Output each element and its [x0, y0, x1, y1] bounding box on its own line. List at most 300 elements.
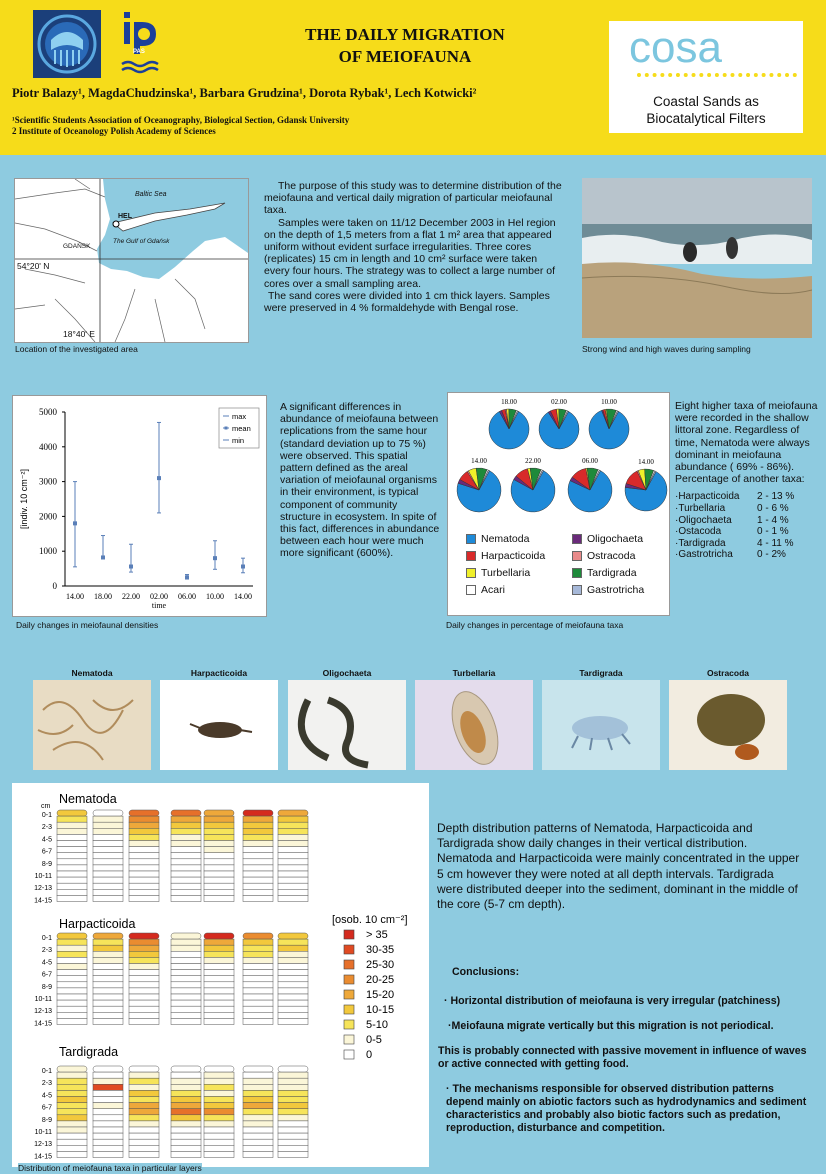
- core-layer: [93, 982, 123, 988]
- pie-legend-swatch: [466, 585, 476, 595]
- taxa-name: ·Ostacoda: [675, 526, 722, 538]
- depth-legend-swatch: [344, 960, 354, 969]
- core-layer: [243, 889, 273, 895]
- core-column: [204, 1066, 234, 1158]
- core-layer: [243, 1072, 273, 1078]
- core-layer: [204, 847, 234, 853]
- core-layer: [129, 883, 159, 889]
- cosa-subtitle-line-2: Biocatalytical Filters: [646, 111, 766, 126]
- core-layer: [93, 1078, 123, 1084]
- layer-label: 14-15: [34, 897, 52, 905]
- core-layer: [129, 1012, 159, 1018]
- specimen-photo-turbellaria: [415, 680, 533, 770]
- core-layer: [243, 988, 273, 994]
- core-column: [57, 1066, 87, 1158]
- core-layer: [204, 1115, 234, 1121]
- core-layer: [129, 945, 159, 951]
- core-column: [243, 933, 273, 1025]
- pie-18.00: [489, 398, 529, 449]
- core-layer: [243, 1097, 273, 1103]
- conclusion-1: · Horizontal distribution of meiofauna is very irregular (patchiness): [444, 995, 781, 1007]
- core-layer: [129, 994, 159, 1000]
- core-layer: [93, 994, 123, 1000]
- conclusions-title: Conclusions:: [452, 966, 520, 978]
- core-layer: [243, 1000, 273, 1006]
- density-chart-panel: [12, 395, 267, 617]
- core-layer: [93, 964, 123, 970]
- specimen-photo-harpacticoida: [160, 680, 278, 770]
- core-layer: [204, 834, 234, 840]
- core-layer: [243, 964, 273, 970]
- core-column: [204, 933, 234, 1025]
- pie-02.00: [539, 398, 579, 449]
- core-layer: [278, 1000, 308, 1006]
- core-layer: [57, 1006, 87, 1012]
- depth-legend: [332, 914, 408, 1061]
- core-layer: [204, 1145, 234, 1151]
- core-layer: [57, 1121, 87, 1127]
- core-column: [243, 810, 273, 902]
- core-layer: [93, 841, 123, 847]
- affiliation-2: 2 Institute of Oceanology Polish Academy of Sciences: [12, 126, 216, 136]
- core-layer: [129, 1139, 159, 1145]
- core-layer: [171, 933, 201, 939]
- mean-marker: [73, 521, 77, 525]
- depth-group-title: Nematoda: [59, 792, 117, 806]
- core-layer: [57, 1084, 87, 1090]
- core-layer: [129, 1000, 159, 1006]
- pie-label: 18.00: [501, 398, 517, 406]
- core-layer: [204, 1072, 234, 1078]
- cosa-logo-word: cosa: [629, 23, 722, 72]
- layer-label: 10-11: [34, 1129, 52, 1136]
- core-layer: [278, 1084, 308, 1090]
- core-layer: [93, 816, 123, 822]
- core-layer: [57, 1151, 87, 1157]
- depth-legend-label: 15-20: [366, 989, 395, 1001]
- layer-label: 14-15: [34, 1020, 52, 1028]
- core-layer: [278, 847, 308, 853]
- core-layer: [171, 976, 201, 982]
- core-layer: [278, 1151, 308, 1157]
- pie-legend-item: [572, 567, 637, 579]
- core-layer: [278, 1012, 308, 1018]
- core-layer: [243, 1078, 273, 1084]
- taxa-range: 0 - 6 %: [757, 503, 789, 515]
- taxa-range: 2 - 13 %: [757, 491, 795, 503]
- core-layer: [243, 1012, 273, 1018]
- core-layer: [171, 1151, 201, 1157]
- core-layer: [57, 1066, 87, 1072]
- density-legend: [219, 408, 259, 448]
- core-layer: [129, 816, 159, 822]
- pie-legend-item: [466, 567, 530, 579]
- core-layer: [93, 988, 123, 994]
- core-layer: [278, 1109, 308, 1115]
- cosa-subtitle-line-1: Coastal Sands as: [653, 94, 759, 109]
- x-tick-label: 14.00: [66, 592, 84, 601]
- core-layer: [129, 1066, 159, 1072]
- core-layer: [171, 877, 201, 883]
- depth-caption: Distribution of meiofauna taxa in particular layers: [18, 1163, 202, 1173]
- core-layer: [171, 951, 201, 957]
- pie-legend-item: [466, 533, 529, 545]
- pie-charts: [448, 393, 669, 523]
- mean-marker: [241, 565, 245, 569]
- legend-label-max: max: [232, 412, 247, 421]
- pie-legend-swatch: [572, 534, 582, 544]
- core-layer: [171, 1012, 201, 1018]
- mean-marker: [185, 575, 189, 579]
- core-layer: [129, 933, 159, 939]
- core-layer: [129, 1109, 159, 1115]
- core-layer: [93, 951, 123, 957]
- core-layer: [93, 1018, 123, 1024]
- core-layer: [243, 1151, 273, 1157]
- core-layer: [171, 1066, 201, 1072]
- core-layer: [171, 1018, 201, 1024]
- core-layer: [93, 1139, 123, 1145]
- core-layer: [129, 970, 159, 976]
- core-layer: [278, 889, 308, 895]
- core-layer: [278, 939, 308, 945]
- pie-caption: Daily changes in percentage of meiofauna taxa: [446, 620, 624, 630]
- layer-label: 8-9: [41, 983, 52, 991]
- core-layer: [243, 810, 273, 816]
- core-layer: [243, 895, 273, 901]
- core-layer: [243, 1006, 273, 1012]
- core-column: [204, 810, 234, 902]
- x-axis-label: time: [151, 601, 167, 610]
- core-layer: [278, 1139, 308, 1145]
- pie-14.00: [625, 458, 667, 511]
- core-layer: [243, 822, 273, 828]
- core-layer: [204, 939, 234, 945]
- depth-group-title: Tardigrada: [59, 1045, 119, 1059]
- layer-label: 14-15: [34, 1153, 52, 1161]
- society-logo: [33, 10, 101, 78]
- taxa-text: [675, 400, 823, 561]
- depth-legend-label: 30-35: [366, 944, 395, 956]
- core-layer: [204, 1127, 234, 1133]
- core-layer: [278, 1078, 308, 1084]
- core-layer: [278, 810, 308, 816]
- taxa-row: [675, 538, 823, 550]
- core-layer: [278, 883, 308, 889]
- core-layer: [204, 841, 234, 847]
- core-layer: [171, 988, 201, 994]
- core-layer: [57, 1012, 87, 1018]
- core-layer: [129, 1072, 159, 1078]
- core-layer: [243, 1103, 273, 1109]
- core-layer: [278, 945, 308, 951]
- core-layer: [57, 1133, 87, 1139]
- longitude-label: 18°40' E: [63, 329, 95, 339]
- core-layer: [57, 877, 87, 883]
- core-layer: [57, 822, 87, 828]
- pie-legend-label: Oligochaeta: [587, 533, 644, 545]
- core-layer: [129, 976, 159, 982]
- depth-legend-swatch: [344, 990, 354, 999]
- core-layer: [204, 816, 234, 822]
- core-layer: [93, 883, 123, 889]
- core-layer: [278, 1145, 308, 1151]
- core-layer: [278, 816, 308, 822]
- core-layer: [204, 1121, 234, 1127]
- core-layer: [171, 847, 201, 853]
- mean-marker: [129, 565, 133, 569]
- density-chart: [13, 396, 266, 616]
- core-layer: [129, 877, 159, 883]
- core-layer: [93, 1006, 123, 1012]
- mean-marker: [157, 476, 161, 480]
- taxa-name: ·Gastrotricha: [675, 549, 733, 561]
- conclusion-2: ·Meiofauna migrate vertically but this migration is not periodical.: [448, 1020, 774, 1032]
- depth-legend-swatch: [344, 1020, 354, 1029]
- pie-label: 14.00: [638, 458, 654, 466]
- core-layer: [278, 841, 308, 847]
- core-layer: [278, 1127, 308, 1133]
- core-layer: [171, 994, 201, 1000]
- core-layer: [171, 865, 201, 871]
- core-layer: [57, 834, 87, 840]
- core-layer: [57, 964, 87, 970]
- core-layer: [171, 1006, 201, 1012]
- core-layer: [243, 970, 273, 976]
- core-layer: [93, 871, 123, 877]
- core-layer: [57, 970, 87, 976]
- gulf-label: The Gulf of Gdańsk: [113, 238, 170, 245]
- core-layer: [204, 1151, 234, 1157]
- pie-legend-item: [572, 584, 644, 596]
- core-layer: [171, 1103, 201, 1109]
- conclusion-3: This is probably connected with passive movement in influence of waves or active connected with getting food.: [438, 1045, 807, 1070]
- x-tick-label: 02.00: [150, 592, 168, 601]
- core-layer: [129, 957, 159, 963]
- specimen-photo-tardigrada: [542, 680, 660, 770]
- layer-label: 12-13: [34, 885, 52, 893]
- layer-label: 4-5: [41, 836, 52, 844]
- core-layer: [57, 1018, 87, 1024]
- core-layer: [243, 1139, 273, 1145]
- core-layer: [278, 871, 308, 877]
- core-layer: [278, 951, 308, 957]
- core-column: [171, 1066, 201, 1158]
- core-layer: [171, 945, 201, 951]
- core-layer: [243, 871, 273, 877]
- taxa-name: ·Harpacticoida: [675, 491, 740, 503]
- layer-label: 0-1: [41, 812, 52, 819]
- photo-caption: Strong wind and high waves during sampling: [582, 344, 751, 354]
- core-layer: [278, 1103, 308, 1109]
- x-tick-label: 14.00: [234, 592, 252, 601]
- specimen-photo-nematoda: [33, 680, 151, 770]
- depth-legend-swatch: [344, 945, 354, 954]
- pie-06.00: [568, 457, 612, 512]
- core-layer: [171, 859, 201, 865]
- pie-legend-item: [466, 584, 505, 596]
- core-layer: [204, 994, 234, 1000]
- depth-legend-swatch: [344, 930, 354, 939]
- core-layer: [243, 828, 273, 834]
- core-layer: [171, 1090, 201, 1096]
- taxa-range: 0 - 2%: [757, 549, 786, 561]
- core-layer: [243, 939, 273, 945]
- core-layer: [93, 1127, 123, 1133]
- taxa-range: 1 - 4 %: [757, 514, 789, 526]
- core-layer: [171, 1121, 201, 1127]
- depth-legend-label: 0-5: [366, 1034, 382, 1046]
- core-layer: [204, 1006, 234, 1012]
- core-layer: [171, 1084, 201, 1090]
- core-layer: [93, 1084, 123, 1090]
- core-layer: [171, 1000, 201, 1006]
- pie-legend-swatch: [466, 568, 476, 578]
- core-layer: [204, 982, 234, 988]
- core-layer: [129, 810, 159, 816]
- core-layer: [204, 1103, 234, 1109]
- core-layer: [204, 865, 234, 871]
- core-layer: [278, 877, 308, 883]
- poster-header: [0, 0, 826, 155]
- core-layer: [93, 933, 123, 939]
- layer-label: 10-11: [34, 996, 52, 1003]
- taxa-range: 0 - 1 %: [757, 526, 789, 538]
- gdansk-label: GDAŃSK: [63, 243, 91, 250]
- pie-legend-label: Harpacticoida: [481, 550, 546, 562]
- core-layer: [171, 1139, 201, 1145]
- core-column: [57, 810, 87, 902]
- core-layer: [243, 994, 273, 1000]
- core-layer: [57, 841, 87, 847]
- core-layer: [93, 1109, 123, 1115]
- core-layer: [204, 889, 234, 895]
- core-layer: [57, 982, 87, 988]
- core-layer: [171, 982, 201, 988]
- density-caption: Daily changes in meiofaunal densities: [16, 620, 159, 630]
- core-layer: [204, 957, 234, 963]
- layer-label: 8-9: [41, 860, 52, 868]
- core-layer: [57, 1127, 87, 1133]
- core-layer: [171, 1109, 201, 1115]
- core-layer: [278, 834, 308, 840]
- conclusion-4: · The mechanisms responsible for observed distribution patterns depend mainly on abiotic factors such as hydrodynamics and sediment characteristics and probably also biotic factors such as predation, reproduction, disturbance and competition.: [446, 1083, 807, 1134]
- core-layer: [204, 951, 234, 957]
- layer-label: 12-13: [34, 1141, 52, 1149]
- map-caption: Location of the investigated area: [15, 344, 138, 354]
- core-layer: [57, 810, 87, 816]
- core-layer: [93, 1115, 123, 1121]
- core-layer: [278, 853, 308, 859]
- core-layer: [204, 877, 234, 883]
- depth-distribution-chart: [12, 783, 429, 1167]
- core-column: [57, 933, 87, 1025]
- intro-paragraph-2: Samples were taken on 11/12 December 2003 in Hel region on the depth of 1,5 meters from a flat 1 m² area that appeared uniform without evident surface irregularities. Three cores (replicates) 15 cm in length and 10 cm² surface were taken every four hours. The strategy was to collect a large number of cores over a small sampling area.: [264, 216, 556, 290]
- core-layer: [57, 1090, 87, 1096]
- core-layer: [171, 822, 201, 828]
- core-layer: [129, 1018, 159, 1024]
- core-layer: [93, 895, 123, 901]
- core-layer: [204, 1000, 234, 1006]
- core-column: [129, 933, 159, 1025]
- core-layer: [278, 976, 308, 982]
- core-layer: [278, 895, 308, 901]
- location-map: [14, 178, 249, 343]
- pie-legend-label: Ostracoda: [587, 550, 636, 562]
- depth-legend-label: > 35: [366, 929, 388, 941]
- core-layer: [204, 1109, 234, 1115]
- core-layer: [93, 1097, 123, 1103]
- core-layer: [243, 1066, 273, 1072]
- core-layer: [129, 982, 159, 988]
- core-layer: [129, 1133, 159, 1139]
- legend-label-min: min: [232, 436, 245, 445]
- pie-legend-swatch: [572, 568, 582, 578]
- layer-label: 6-7: [41, 1104, 52, 1112]
- core-layer: [243, 933, 273, 939]
- core-layer: [129, 1090, 159, 1096]
- core-layer: [129, 889, 159, 895]
- core-layer: [57, 994, 87, 1000]
- core-layer: [93, 1012, 123, 1018]
- taxa-row: [675, 491, 823, 503]
- core-layer: [171, 1127, 201, 1133]
- depth-text: Depth distribution patterns of Nematoda, Harpacticoida and Tardigrada show daily changes in their vertical distribution. Nematoda and Harpacticoida were mainly concentrated in the upper 5 cm however they were noted at all depth intervals. Tardigrada were distributed deeper into the sediment, dominant in the middle of the core (5-7 cm depth).: [437, 821, 800, 912]
- core-layer: [129, 828, 159, 834]
- core-layer: [57, 853, 87, 859]
- core-layer: [93, 847, 123, 853]
- core-layer: [243, 834, 273, 840]
- specimen-label: Tardigrada: [579, 668, 623, 678]
- core-layer: [171, 1078, 201, 1084]
- core-layer: [243, 816, 273, 822]
- core-column: [278, 810, 308, 902]
- core-layer: [171, 841, 201, 847]
- taxa-row: [675, 526, 823, 538]
- core-layer: [129, 871, 159, 877]
- layer-label: 0-1: [41, 935, 52, 942]
- sampling-photo: [582, 178, 812, 338]
- taxa-name: ·Turbellaria: [675, 503, 726, 515]
- pie-legend-label: Gastrotricha: [587, 584, 645, 596]
- core-layer: [278, 1066, 308, 1072]
- core-layer: [57, 957, 87, 963]
- pie-legend-swatch: [466, 534, 476, 544]
- core-layer: [57, 1139, 87, 1145]
- layer-label: 10-11: [34, 873, 52, 880]
- pie-legend-swatch: [572, 551, 582, 561]
- core-layer: [57, 951, 87, 957]
- core-layer: [278, 828, 308, 834]
- core-layer: [204, 895, 234, 901]
- y-tick-label: 5000: [39, 407, 57, 417]
- core-layer: [129, 964, 159, 970]
- core-layer: [204, 883, 234, 889]
- taxa-percentages: [675, 491, 823, 561]
- core-layer: [93, 828, 123, 834]
- core-layer: [204, 1066, 234, 1072]
- depth-group-tardigrada: [34, 1045, 308, 1160]
- depth-group-title: Harpacticoida: [59, 917, 136, 931]
- core-layer: [57, 1072, 87, 1078]
- core-column: [278, 933, 308, 1025]
- specimen-photo-ostracoda: [669, 680, 787, 770]
- layer-label: 4-5: [41, 1092, 52, 1100]
- core-layer: [57, 1145, 87, 1151]
- specimen-label: Turbellaria: [452, 668, 496, 678]
- core-layer: [204, 1018, 234, 1024]
- taxa-name: ·Tardigrada: [675, 537, 726, 549]
